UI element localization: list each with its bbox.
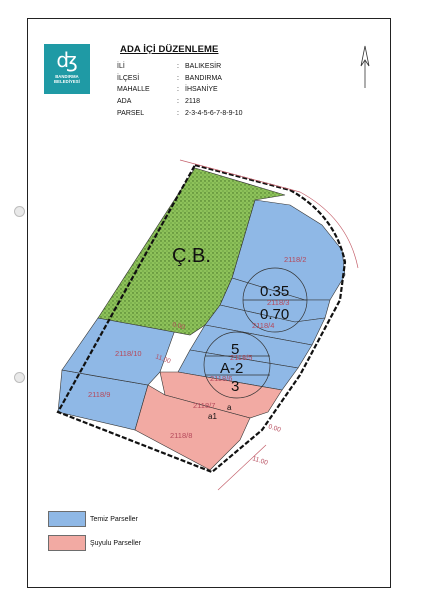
info-separator: : bbox=[177, 63, 179, 71]
parcel-label: 2118/4 bbox=[252, 321, 275, 330]
info-separator: : bbox=[177, 86, 179, 94]
parcel-label: 2118/9 bbox=[88, 390, 111, 399]
parcel-label: 2118/2 bbox=[284, 255, 307, 264]
info-value: BALIKESİR bbox=[185, 63, 222, 71]
parcel-label: 2118/6 bbox=[210, 374, 233, 383]
parcel-label: 2118/7 bbox=[193, 401, 216, 410]
info-label: İLİ bbox=[117, 63, 125, 71]
parcel-label: 2118/5 bbox=[230, 353, 253, 362]
setback-label: 11.00 bbox=[251, 455, 269, 467]
info-value: 2118 bbox=[185, 98, 201, 106]
info-separator: : bbox=[177, 74, 179, 82]
setback-label: 0.00 bbox=[171, 321, 186, 332]
sub-label: a1 bbox=[208, 412, 217, 421]
setback-label: 0.00 bbox=[267, 423, 282, 434]
green-area-label: Ç.B. bbox=[172, 245, 211, 267]
legend-swatch bbox=[48, 511, 86, 527]
legend-item-shared bbox=[48, 535, 141, 551]
legend-label: Temiz Parseller bbox=[90, 515, 138, 523]
info-label: İLÇESİ bbox=[117, 74, 140, 82]
zone-2-bottom: 3 bbox=[231, 378, 240, 395]
info-value: 2-3-4-5-6-7-8-9-10 bbox=[185, 109, 243, 117]
info-separator: : bbox=[177, 109, 179, 117]
page-title: ADA İÇİ DÜZENLEME bbox=[120, 44, 219, 55]
logo-emblem-icon: ʤ bbox=[56, 48, 78, 72]
info-label: ADA bbox=[117, 98, 132, 106]
parcel-label: 2118/3 bbox=[267, 298, 290, 307]
setback-label: 11.00 bbox=[154, 353, 172, 366]
legend-item-clean bbox=[48, 511, 138, 527]
sub-label: a bbox=[227, 403, 232, 412]
info-value: BANDIRMA bbox=[185, 74, 222, 82]
info-value: İHSANİYE bbox=[185, 86, 218, 94]
zone-2-top: 5 bbox=[231, 341, 240, 358]
zone-1-top: 0.35 bbox=[260, 283, 290, 300]
parcel-label: 2118/8 bbox=[170, 431, 193, 440]
legend-swatch bbox=[48, 535, 86, 551]
zone-1-bottom: 0.70 bbox=[260, 306, 290, 323]
info-separator: : bbox=[177, 98, 179, 106]
parcel-label: 2118/10 bbox=[115, 349, 142, 358]
info-label: PARSEL bbox=[117, 109, 145, 117]
info-label: MAHALLE bbox=[117, 86, 150, 94]
north-arrow-icon bbox=[361, 46, 369, 88]
logo-text: BANDIRMA BELEDİYESİ bbox=[54, 74, 80, 84]
zone-2-middle: A-2 bbox=[220, 360, 244, 377]
legend-label: Şuyulu Parseller bbox=[90, 539, 141, 547]
